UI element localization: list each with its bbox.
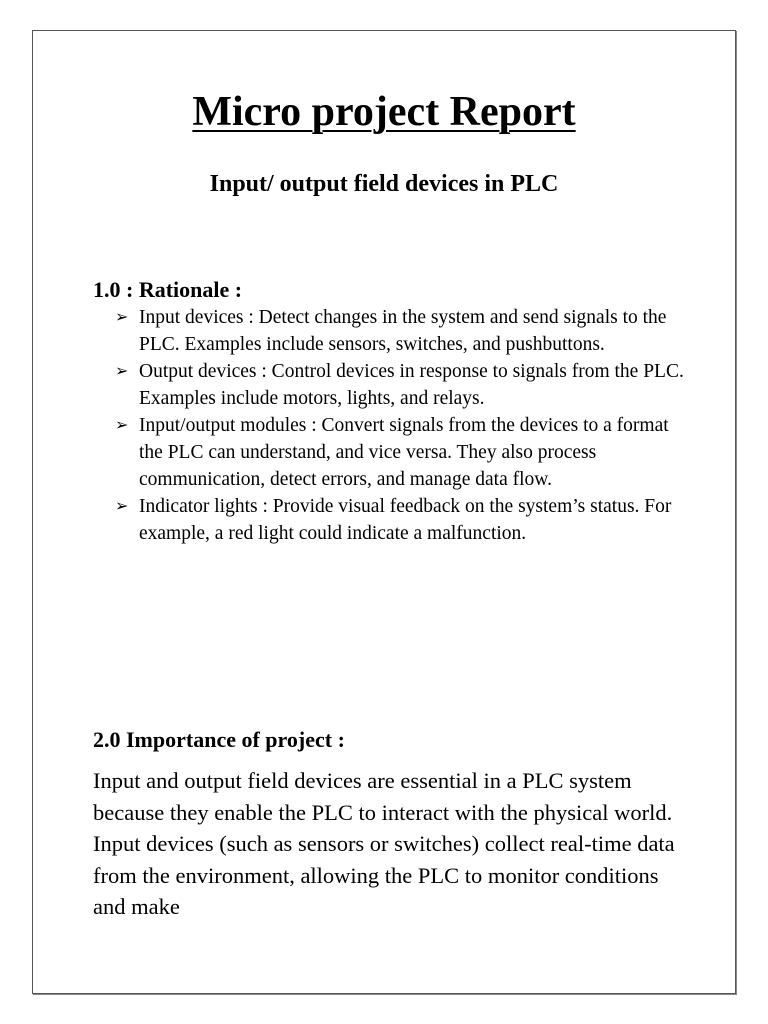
- bullet-text: Input/output modules : Convert signals from the devices to a format the PLC can understand, and vice versa. They also process communication, detect errors, and manage data flow.: [139, 415, 669, 490]
- list-item: [115, 412, 685, 493]
- list-item: [115, 493, 685, 547]
- list-item: [115, 358, 685, 412]
- section-heading-rationale: 1.0 : Rationale :: [93, 277, 243, 302]
- arrow-bullet-icon: ➢: [115, 498, 129, 515]
- rationale-bullet-list: [115, 304, 685, 547]
- arrow-bullet-icon: ➢: [115, 363, 129, 380]
- page-title-text: Micro project Report: [192, 89, 576, 135]
- bullet-text: Indicator lights : Provide visual feedback on the system’s status. For example, a red light could indicate a malfunction.: [139, 496, 672, 544]
- page-subtitle: Input/ output field devices in PLC: [209, 171, 559, 197]
- arrow-bullet-icon: ➢: [115, 417, 129, 434]
- arrow-bullet-icon: ➢: [115, 309, 129, 326]
- page-title: [0, 88, 768, 136]
- bullet-text: Output devices : Control devices in response to signals from the PLC. Examples include motors, lights, and relays.: [139, 361, 684, 409]
- bullet-text: Input devices : Detect changes in the system and send signals to the PLC. Examples include sensors, switches, and pushbuttons.: [139, 307, 667, 355]
- section-heading-importance: 2.0 Importance of project :: [93, 727, 345, 752]
- importance-paragraph: Input and output field devices are essential in a PLC system because they enable the PLC to interact with the physical world. Input devices (such as sensors or switches) collect real-time data from the environment, allowing the PLC to monitor conditions and make: [93, 768, 675, 919]
- list-item: [115, 304, 685, 358]
